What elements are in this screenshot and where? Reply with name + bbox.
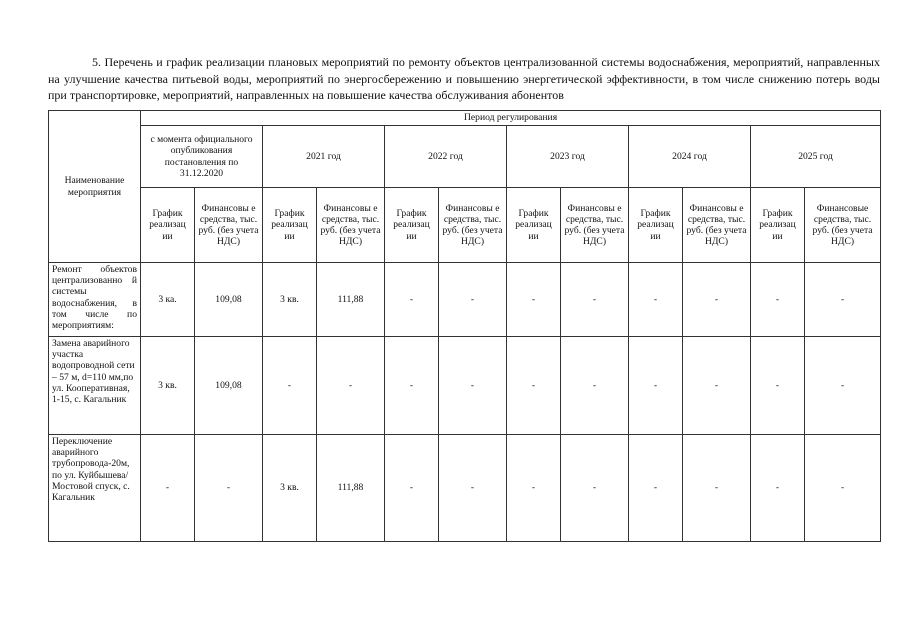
subheader-schedule: График реализац ии bbox=[507, 188, 561, 263]
table-row bbox=[49, 337, 881, 435]
cell-value: - bbox=[195, 435, 263, 542]
period-header-2023: 2023 год bbox=[507, 126, 629, 188]
cell-value: 111,88 bbox=[317, 435, 385, 542]
cell-value: - bbox=[439, 337, 507, 435]
cell-value: - bbox=[751, 263, 805, 337]
row-name: Ремонт объектов централизованно й системы водоснабжения, в том числе по мероприятиям: bbox=[49, 263, 141, 337]
header-row-1 bbox=[49, 111, 881, 126]
cell-value: - bbox=[561, 337, 629, 435]
header-row-3 bbox=[49, 188, 881, 263]
period-header-2024: 2024 год bbox=[629, 126, 751, 188]
period-header-2021: 2021 год bbox=[263, 126, 385, 188]
cell-value: - bbox=[561, 435, 629, 542]
subheader-finance: Финансовы е средства, тыс. руб. (без учета НДС) bbox=[561, 188, 629, 263]
cell-value: 3 ка. bbox=[141, 263, 195, 337]
row-name: Переключение аварийного трубопровода-20м, по ул. Куйбышева/Мостовой спуск, с. Кагальник bbox=[49, 435, 141, 542]
cell-value: - bbox=[385, 435, 439, 542]
cell-value: - bbox=[385, 263, 439, 337]
cell-value: - bbox=[629, 337, 683, 435]
subheader-schedule: График реализац ии bbox=[751, 188, 805, 263]
cell-value: - bbox=[751, 435, 805, 542]
cell-value: - bbox=[141, 435, 195, 542]
period-header-2025: 2025 год bbox=[751, 126, 881, 188]
cell-value: - bbox=[439, 435, 507, 542]
period-header-initial: с момента официального опубликования постановления по 31.12.2020 bbox=[141, 126, 263, 188]
cell-value: - bbox=[683, 263, 751, 337]
cell-value: - bbox=[507, 337, 561, 435]
subheader-finance-last: Финансовые средства, тыс. руб. (без учета НДС) bbox=[805, 188, 881, 263]
subheader-finance: Финансовы е средства, тыс. руб. (без учета НДС) bbox=[439, 188, 507, 263]
cell-value: - bbox=[805, 337, 881, 435]
period-header-2022: 2022 год bbox=[385, 126, 507, 188]
cell-value: 111,88 bbox=[317, 263, 385, 337]
cell-value: - bbox=[439, 263, 507, 337]
subheader-schedule: График реализац ии bbox=[629, 188, 683, 263]
cell-value: - bbox=[751, 337, 805, 435]
cell-value: 3 кв. bbox=[263, 435, 317, 542]
intro-paragraph: 5. Перечень и график реализации плановых мероприятий по ремонту объектов централизованной системы водоснабжения, мероприятий, направленных на улучшение качества питьевой воды, мероприятий по энергосбережению и повышению энергетической эффективности, в том числе снижению потерь воды при транспортировке, мероприятий, направленных на повышение качества обслуживания абонентов bbox=[48, 55, 880, 102]
cell-value: - bbox=[629, 263, 683, 337]
cell-value: - bbox=[263, 337, 317, 435]
subheader-schedule: График реализац ии bbox=[263, 188, 317, 263]
cell-value: - bbox=[385, 337, 439, 435]
table-row bbox=[49, 435, 881, 542]
period-header: Период регулирования bbox=[141, 111, 881, 126]
cell-value: - bbox=[561, 263, 629, 337]
cell-value: - bbox=[805, 435, 881, 542]
cell-value: 109,08 bbox=[195, 337, 263, 435]
row-name: Замена аварийного участка водопроводной сети – 57 м, d=110 мм,по ул. Кооперативная, 1-15, с. Кагальник bbox=[49, 337, 141, 435]
cell-value: 3 кв. bbox=[263, 263, 317, 337]
cell-value: - bbox=[507, 435, 561, 542]
cell-value: - bbox=[683, 435, 751, 542]
subheader-finance: Финансовы е средства, тыс. руб. (без учета НДС) bbox=[683, 188, 751, 263]
schedule-table bbox=[48, 110, 881, 542]
section-intro bbox=[48, 54, 880, 104]
name-column-header: Наименование мероприятия bbox=[49, 111, 141, 263]
cell-value: 109,08 bbox=[195, 263, 263, 337]
cell-value: 3 кв. bbox=[141, 337, 195, 435]
table-row bbox=[49, 263, 881, 337]
cell-value: - bbox=[317, 337, 385, 435]
cell-value: - bbox=[683, 337, 751, 435]
subheader-finance: Финансовы е средства, тыс. руб. (без учета НДС) bbox=[195, 188, 263, 263]
header-row-2 bbox=[49, 126, 881, 188]
subheader-schedule: График реализац ии bbox=[141, 188, 195, 263]
cell-value: - bbox=[805, 263, 881, 337]
subheader-schedule: График реализац ии bbox=[385, 188, 439, 263]
cell-value: - bbox=[507, 263, 561, 337]
subheader-finance: Финансовы е средства, тыс. руб. (без учета НДС) bbox=[317, 188, 385, 263]
cell-value: - bbox=[629, 435, 683, 542]
